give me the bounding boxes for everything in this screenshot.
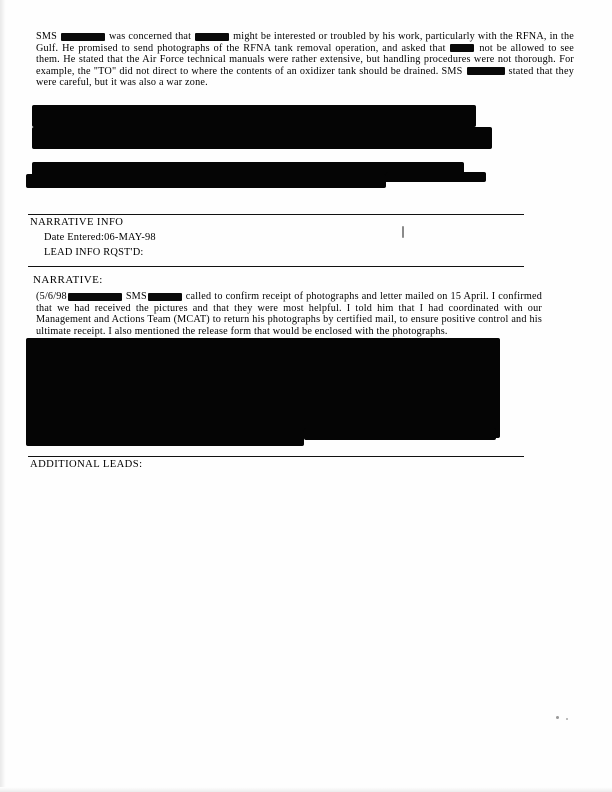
redaction-block-large-2 <box>32 127 492 149</box>
redaction-block-large-1 <box>32 105 476 127</box>
narrative-body <box>36 291 542 337</box>
scan-speck-2 <box>556 716 559 719</box>
redaction-block-large-5 <box>386 172 486 182</box>
date-entered-field <box>44 232 156 243</box>
paragraph-text-5: stated that they were careful, but it was also a war zone. <box>36 65 574 89</box>
redaction-bar-2 <box>195 33 229 41</box>
lead-info-rqstd-label: LEAD INFO RQST'D: <box>44 247 144 258</box>
paragraph-text-2: was concerned that <box>106 31 195 42</box>
redaction-block-large-4 <box>26 174 386 188</box>
redaction-bar-6 <box>148 293 182 301</box>
redaction-block-large-6 <box>26 338 500 438</box>
paragraph-text-3: might be interested or troubled by his work, particularly with the RFNA, in the Gulf. He promised to send photographs of the RFNA tank removal operation, and asked that <box>36 31 574 54</box>
scan-speck-1 <box>402 226 404 238</box>
narrative-heading: NARRATIVE: <box>33 274 103 286</box>
redaction-bar-3 <box>450 44 474 52</box>
scan-edge-left <box>0 0 6 792</box>
redaction-bar-4 <box>467 67 505 75</box>
redaction-block-large-7 <box>26 430 304 446</box>
redaction-bar-1 <box>61 33 105 41</box>
divider-rule-3 <box>28 456 524 457</box>
narrative-text-2: SMS <box>122 291 147 302</box>
divider-rule-2 <box>28 266 524 267</box>
narrative-text-3: called to confirm receipt of photographs and letter mailed on 15 April. I confirmed that we had received the pictures and that they were most helpful. I told him that I had coordinated with our Management and Actions Team (MCAT) to return his photographs by certified mail, to ensure positive control and his ultimate receipt. I also mentioned the release form that would be enclosed with the photographs. <box>36 291 542 337</box>
divider-rule-1 <box>28 214 524 215</box>
date-entered-value: 06-MAY-98 <box>104 232 156 243</box>
scan-speck-3 <box>566 718 568 720</box>
top-narrative-paragraph <box>36 31 574 89</box>
narrative-info-heading: NARRATIVE INFO <box>30 217 124 228</box>
redaction-block-large-8 <box>304 428 496 440</box>
lead-info-rqstd-field <box>44 247 144 258</box>
scan-edge-bottom <box>0 787 612 792</box>
additional-leads-heading: ADDITIONAL LEADS: <box>30 459 143 470</box>
redaction-bar-5 <box>68 293 122 301</box>
date-entered-label: Date Entered: <box>44 232 105 243</box>
paragraph-text-4: not be allowed to see them. He stated that the Air Force technical manuals were rather extensive, but handling procedures were not thorough. For example, the "TO" did not direct to where the contents of an oxidizer tank should be drained. SMS <box>36 42 574 77</box>
narrative-text-1: (5/6/98 <box>36 291 67 302</box>
paragraph-text-1: SMS <box>36 31 60 42</box>
